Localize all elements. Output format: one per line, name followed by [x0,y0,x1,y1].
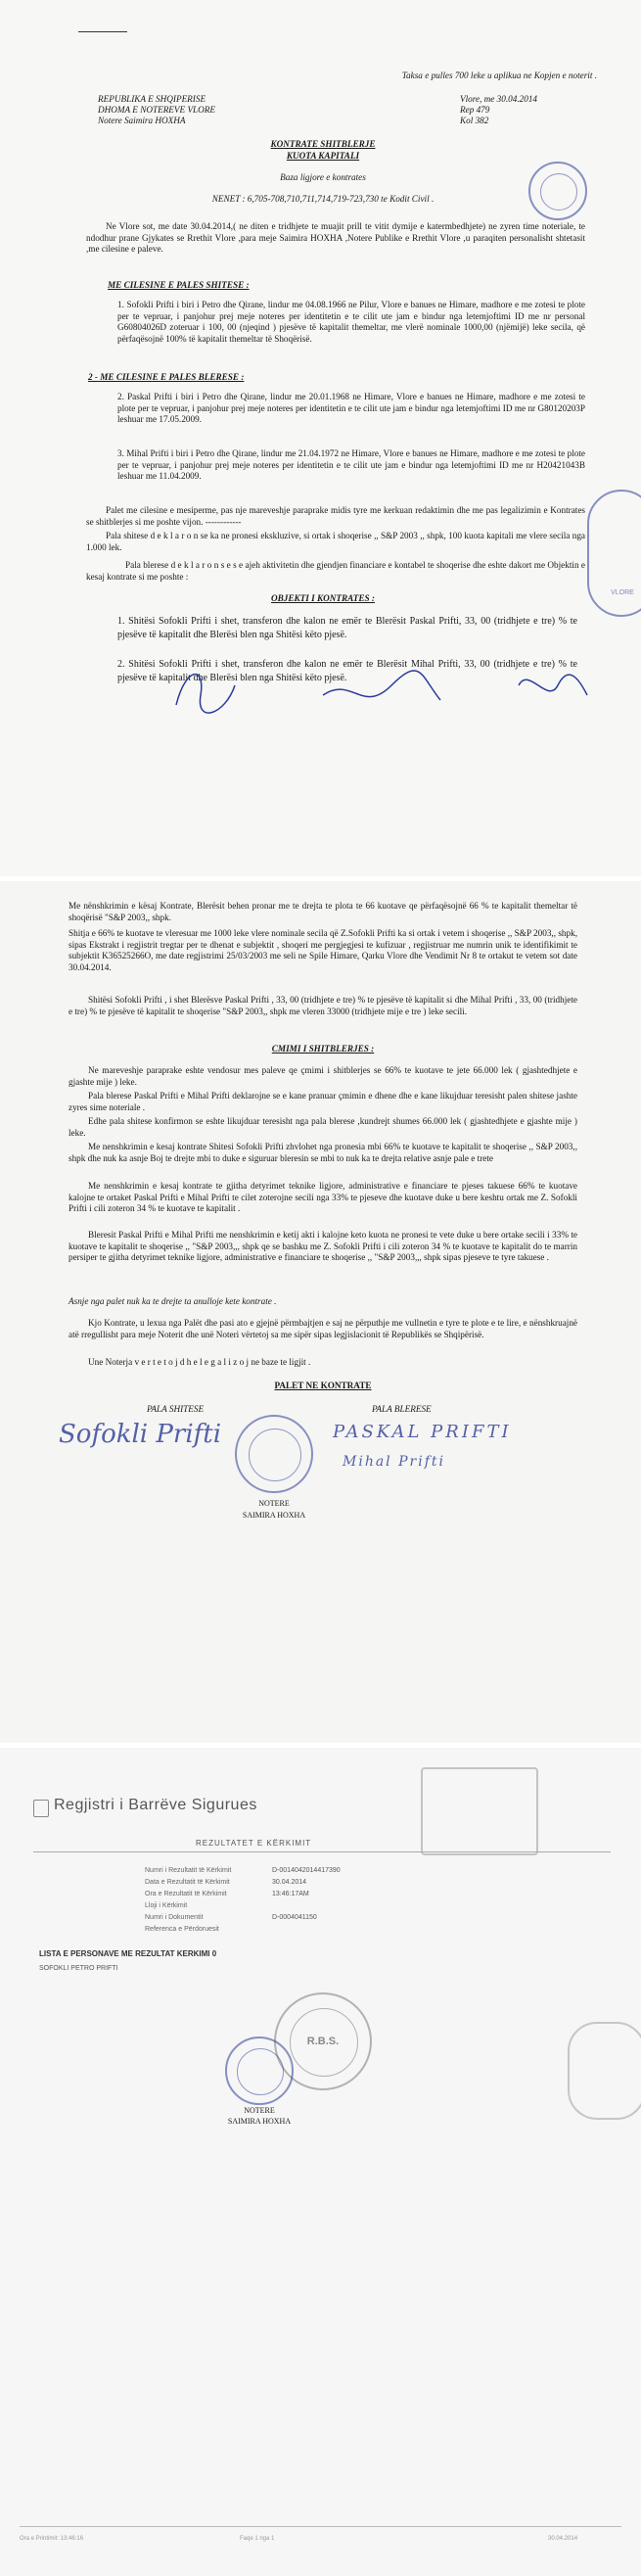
buyer-heading: 2 - ME CILESINE E PALES BLERESE : [88,372,245,382]
field-label: Ora e Rezultatit të Kërkimit [145,1891,227,1897]
persons-list-heading: LISTA E PERSONAVE ME REZULTAT KERKIMI 0 [39,1949,217,1958]
registry-logo [33,1800,49,1817]
legal-basis: Baza ligjore e kontrates [280,172,366,182]
rbs-stamp-label: R.B.S. [306,2036,340,2047]
field-label: Numri i Rezultatit të Kërkimit [145,1867,232,1874]
p2-para-2: Shitja e 66% te kuotave te vleresuar me 1000 leke vlere nominale secila që Z.Sofokli Prifti ka si ortak i vetem i shoqerise ,, S&P 2003,, shpk, sipas Ekstrakt i regjistrit tregtar per te dhenat e subjektit , shoqeri me pergjegjesi te kufizuar , regjistruar me numrin unik te identifikimit te subjektit K36525266O, me date regjistrimi 25/03/2003 me seli ne Spile Himare, Qarku Vlore dhe Vendimit Nr 8 te ortakut te vetem sot date 30.04.2014. [69,928,577,972]
page3-notary-label: NOTERE [244,2106,275,2115]
object-heading: OBJEKTI I KONTRATES : [271,593,375,603]
buyer-signature-1: PASKAL PRIFTI [333,1422,512,1442]
intro-paragraph: Ne Vlore sot, me date 30.04.2014,( ne diten e tridhjete te muajit prill te vitit dymije e katermbedhjete) ne zyren time noteriale, te ndodhur prane Gjykates se Rrethit Vlore ,para meje Saimira HOXHA ,Notere Publike e Rrethit Vlore ,u paraqiten personalisht shtetasit ,me cilesine e paleve. [86,221,585,255]
p2-para-10: Kjo Kontrate, u lexua nga Palët dhe pasi ato e gjejnë përmbajtjen e saj ne përputhje me vullnetin e tyre te plote e te lire, e nënshkruajnë atë rregullisht para meje Noterit dhe unë Noteri vërtetoj sa me sipër sipas legjislacionit të Republikës se Shqipërisë. [69,1318,577,1339]
footer-date: 30.04.2014 [548,2536,578,2542]
footer-print-time: Ora e Printimit: 13:46:16 [20,2536,84,2542]
right-header [460,94,607,126]
persons-list-item: SOFOKLI PETRO PRIFTI [39,1965,118,1972]
object-item-2: 2. Shitësi Sofokli Prifti i shet, transferon dhe kalon ne emër te Blerësit Mihal Prifti, 33, 00 (tridhjete e tre) % te pjesëve të kapitalit dhe Blerësi blen nga Shitësi këto pjesë. [117,659,577,683]
tax-note: Taksa e pulles 700 leke u aplikua ne Kopjen e noterit . [401,70,597,80]
seller-item: 1. Sofokli Prifti i biri i Petro dhe Qirane, lindur me 04.08.1966 ne Pilur, Vlore e banues ne Himare, madhore e me zotesi te plote per te vepruar, i panjohur prej meje noteres per identitetin e te cilit ute jam e bindur nga letemjoftimi ID me nr personal G60804026D zoteruar i 100, 00 (njeqind ) pjesëve të kapitalit themeltar, me vlerë nominale 1000,00 (njëmijë) leke secila, që përfaqësojnë 100% të kapitalit themeltar të Shoqërisë. [117,300,585,344]
seller-label: PALA SHITESE [147,1404,205,1414]
seller-heading: ME CILESINE E PALES SHITESE : [108,280,250,290]
contract-title: KONTRATE SHITBLERJE [270,139,376,149]
field-value: D-0004041150 [272,1914,317,1921]
field-row [145,1867,438,1874]
p2-para-3: Shitësi Sofokli Prifti , i shet Blerësve Paskal Prifti , 33, 00 (tridhjete e tre) % te pjesëve të kapitalit si dhe Mihal Prifti , 33, 00 (tridhjete e tre) % te pjesëve të kapitalit te shoqerise "S&P 2003,, shpk me vleren 33000 (tridhjete mije e tre ) leke secili. [69,995,577,1016]
notary-name: SAIMIRA HOXHA [242,1511,306,1520]
notary-stamp-page2 [235,1415,313,1493]
price-heading: CMIMI I SHITBLERJES : [271,1044,375,1054]
left-header [98,94,333,126]
footer-divider [20,2526,621,2527]
p2-para-1: Me nënshkrimin e kësaj Kontrate, Blerësit behen pronar me te drejta te plota te 66 kuotave qe përfaqësojnë 66 % te kapitalit themeltar të shoqërisë "S&P 2003,, shpk. [69,901,577,922]
side-stamp [568,2022,641,2120]
buyer-signature-mark-2 [519,675,587,695]
contract-subtitle: KUOTA KAPITALI [286,151,360,161]
field-value: 30.04.2014 [272,1879,307,1886]
page1-signatures [166,646,597,725]
parties-paragraph: Palet me cilesine e mesiperme, pas nje mareveshje paraprake midis tyre me kerkuan redaktimin dhe me pas legalizimin e Kontrates se shitblerjes si me poshte vijon. ------------ [86,505,585,527]
field-row [145,1914,438,1921]
notary-stamp-side [587,490,641,617]
p2-para-9: Bleresit Paskal Prifti e Mihal Prifti me nenshkrimin e ketij akti i kalojne keto kuota ne pronesi te vete duke u bere ortake secili i 33% te kuotave te kapitalit te shoqerise ,, "S&P 2003,,, shpk qe se bashku me Z. Sofokli Prifti i cili zoteron 34 % te kuotave te kapitalit do te marrin persiper te gjitha detyrimet teknike ligjore, administrative e financiare te shoqerise ,, "S&P 2003,,, shpk sipas pjeseve te tyre takuese . [69,1230,577,1263]
contract-page-1 [0,0,641,876]
p2-para-7: Me nenshkrimin e kesaj kontrate Shitesi Sofokli Prifti zhvlohet nga pronesia mbi 66% te kuotave te kapitalit te shoqerise ,, S&P 2003,, shpk dhe nuk ka asnje Boj te drejte mbi to duke e siguruar bleresin se mbi to nuk ka te drejta relative asnje pale e trete [69,1142,577,1163]
notary-stamp-top [528,162,587,220]
field-row [145,1902,438,1909]
p2-para-6: Edhe pala shitese konfirmon se eshte likujduar teresisht nga pala blerese ,kundrejt shumes 66.000 lek ( gjashtedhjete e gjashte mije ) leke. [69,1116,577,1138]
top-dash [78,31,127,32]
legalization-line: Une Noterja v e r t e t o j d h e l e g a l i z o j ne baze te ligjit . [88,1357,311,1367]
field-row [145,1891,438,1897]
signatures-heading: PALET NE KONTRATE [274,1381,372,1390]
seller-signature-mark [176,675,235,713]
stamp-label: VLORE [611,589,634,596]
contract-page-2 [0,881,641,1743]
p2-para-8: Me nenshkrimin e kesaj kontrate te gjitha detyrimet teknike ligjore, administrative e financiare te pjeses takuese 66% te kuotave kalojne te ortaket Paskal Prifti e Mihal Prifti te cilet zoterojne secili nga 33% te pjeseve dhe kuotave duke u bere keshtu ortak me Z. Sofokli Prifti i cili zoteron 34 % te kuotave te kapitalit . [69,1181,577,1214]
header-rep: Rep 479 [460,105,490,115]
buyer-signature-mark-1 [323,671,440,700]
articles-list: NENET : 6,705-708,710,711,714,719-723,730 te Kodit Civil . [211,194,435,204]
field-label: Data e Rezultatit të Kërkimit [145,1879,230,1886]
header-republic: REPUBLIKA E SHQIPERISE [98,94,206,104]
header-chamber: DHOMA E NOTEREVE VLORE [98,105,216,115]
registry-title: Regjistri i Barrëve Sigurues [54,1797,257,1813]
buyer-signature-2: Mihal Prifti [343,1454,445,1470]
field-row [145,1926,438,1933]
field-label: Lloji i Kërkimit [145,1902,188,1909]
field-value: 13:46:17AM [272,1891,309,1897]
field-value: D-0014042014417390 [272,1867,341,1874]
field-row [145,1879,438,1886]
header-date: Vlore, me 30.04.2014 [460,94,538,104]
p2-para-5: Pala blerese Paskal Prifti e Mihal Prifti deklarojne se e kane pranuar çmimin e dhene dhe e kane likujduar teresisht palen shitese jashte zyres sime noteriale . [69,1091,577,1112]
registry-corner-stamp [421,1767,538,1855]
field-label: Referenca e Përdoruesit [145,1926,219,1933]
header-kol: Kol 382 [460,116,489,125]
footer-page-number: Faqe 1 nga 1 [240,2536,275,2542]
results-heading: REZULTATET E KËRKIMIT [196,1839,312,1848]
notary-label: NOTERE [258,1499,290,1508]
object-item-1: 1. Shitësi Sofokli Prifti i shet, transferon dhe kalon ne emër te Blerësit Paskal Prifti, 33, 00 (tridhjete e tre) % te pjesëve të kapitalit dhe Blerësi blen nga Shitësi këto pjesë. [117,616,577,640]
notary-stamp-page3 [225,2037,294,2105]
results-divider [33,1851,611,1852]
seller-declaration: Pala shitese d e k l a r o n se ka ne pronesi ekskluzive, si ortak i shoqerise ,, S&P 2003 ,, shpk, 100 kuota kapitali me vlere secila nga 1.000 lek. [86,531,585,552]
buyer-item-2: 3. Mihal Prifti i biri i Petro dhe Qirane, lindur me 21.04.1972 ne Himare, Vlore e banues ne Himare, madhore e me zotesi te plote per te vepruar, i panjohur prej meje noteres per identitetin e te cilit ute jam e bindur nga letemjoftimi ID me nr H20421043B leshuar me 11.04.2009. [117,448,585,482]
seller-signature: Sofokli Prifti [59,1420,222,1449]
page3-notary-name: SAIMIRA HOXHA [227,2117,292,2126]
p2-para-4: Ne mareveshje paraprake eshte vendosur mes paleve qe çmimi i shitblerjes se 66% te kuotave te jete 66.000 lek ( gjashtedhjete e gjashte mije ) leke. [69,1065,577,1087]
buyer-item-1: 2. Paskal Prifti i biri i Petro dhe Qirane, lindur me 20.01.1968 ne Himare, Vlore e banues ne Himare, madhore e me zotesi te plote per te vepruar, i panjohur prej meje noteres per identitetin e te cilit ute jam e bindur nga letemjoftimi ID me nr G80120203P leshuar me 17.05.2009. [117,392,585,425]
buyer-label: PALA BLERESE [372,1404,432,1414]
header-notary: Notere Saimira HOXHA [98,116,186,125]
registry-page [0,1748,641,2576]
buyer-declaration: Pala blerese d e k l a r o n s e s e ajeh aktivitetin dhe gjendjen financiare e kontabel te shoqerise dhe eshte dakort me Objektin e kesaj kontrate si me poshte : [86,560,585,582]
cancellation-clause: Asnje nga palet nuk ka te drejte ta anulloje kete kontrate . [69,1296,277,1306]
field-label: Numri i Dokumentit [145,1914,204,1921]
